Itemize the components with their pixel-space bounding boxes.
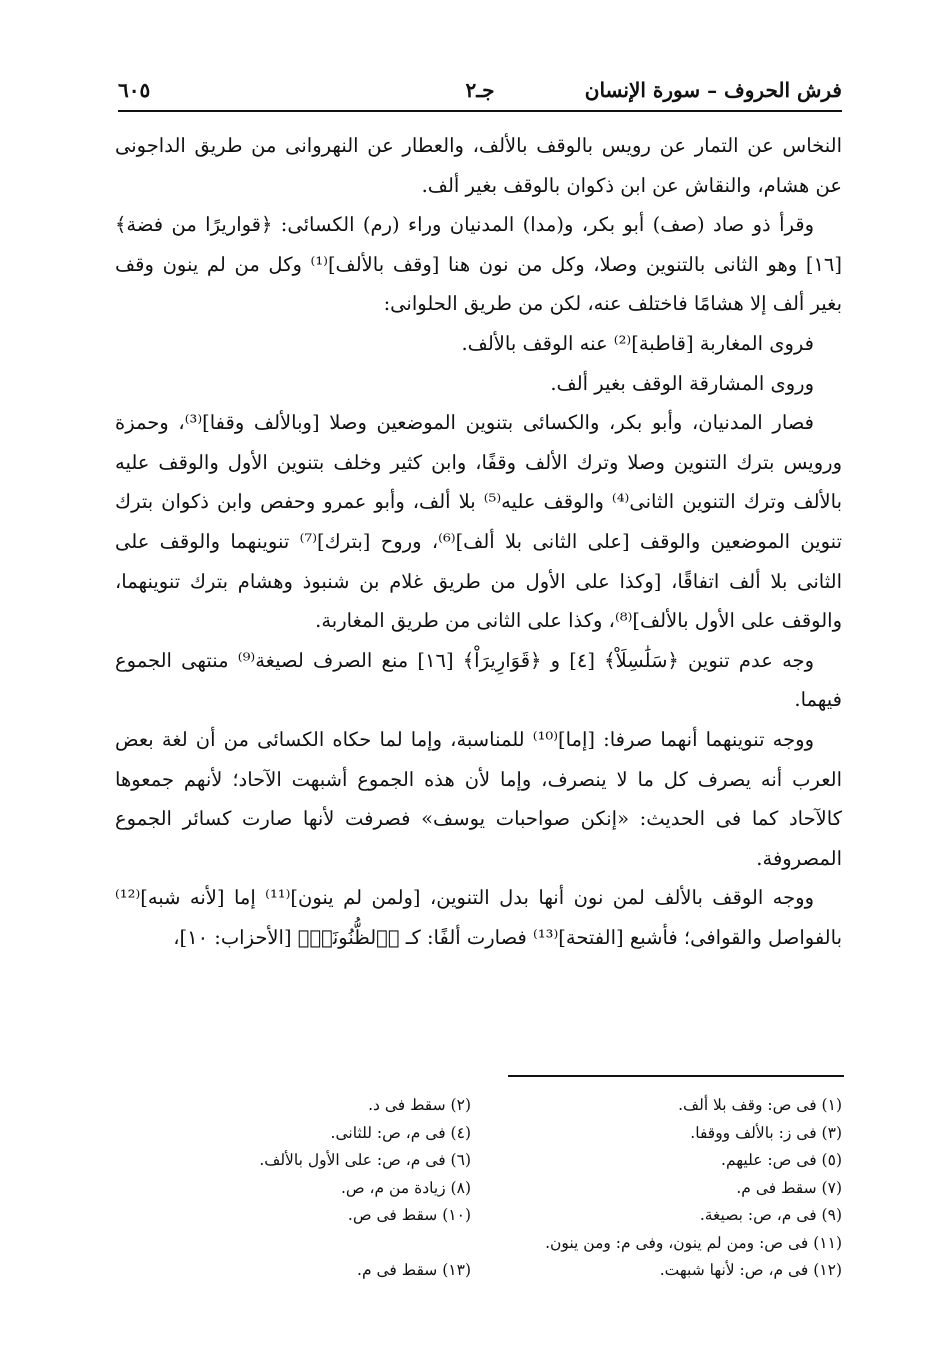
footnote-2: (٢) سقط فى د.	[368, 1096, 471, 1114]
footnote-5: (٥) فى ص: عليهم.	[721, 1151, 842, 1169]
paragraph-5: فصار المدنيان، وأبو بكر، والكسائى بتنوين الموضعين وصلا [وبالألف وقفا]⁽³⁾، وحمزة ورويس بترك التنوين وصلا وترك الألف وقفًا، وابن كثير وخلف بتنوين الأول والوقف عليه بالألف وترك التنوين الثانى⁽⁴⁾ والوقف عليه⁽⁵⁾ بلا ألف، وأبو عمرو وحفص وابن ذكوان بترك تنوين الموضعين والوقف [على الثانى بلا ألف]⁽⁶⁾، وروح [بترك]⁽⁷⁾ تنوينهما والوقف على الثانى بلا ألف اتفاقًا، [وكذا على الأول من طريق غلام بن شنبوذ وهشام بترك تنوينهما، والوقف على الأول بالألف]⁽⁸⁾، وكذا على الثانى من طريق المغاربة.	[115, 411, 843, 633]
footnote-divider	[508, 1075, 844, 1077]
running-title: فرش الحروف – سورة الإنسان	[584, 78, 842, 102]
paragraph-8: ووجه الوقف بالألف لمن نون أنها بدل التنوين، [ولمن لم ينون]⁽¹¹⁾ إما [لأنه شبه]⁽¹²⁾ بالفواصل والقوافى؛ فأشبع [الفتحة]⁽¹³⁾ فصارت ألفًا: كـ ﴿ٱلظُّنُونَا۠﴾ [الأحزاب: ١٠]،	[115, 886, 842, 949]
footnote-row	[110, 1120, 842, 1148]
footnote-8: (٨) زيادة من م، ص.	[340, 1178, 471, 1197]
footnote-9: (٩) فى م، ص: بصيغة.	[699, 1206, 842, 1224]
footnote-3: (٣) فى ز: بالألف ووقفا.	[690, 1123, 842, 1142]
footnote-1: (١) فى ص: وقف بلا ألف.	[678, 1096, 842, 1114]
paragraph-4: وروى المشارقة الوقف بغير ألف.	[550, 371, 814, 395]
footnote-7: (٧) سقط فى م.	[736, 1178, 842, 1197]
footnote-row	[110, 1175, 842, 1203]
footnote-11: (١١) فى ص: ومن لم ينون، وفى م: ومن ينون.	[545, 1233, 842, 1252]
footnote-row	[110, 1092, 842, 1120]
paragraph-7: ووجه تنوينهما أنهما صرفا: [إما]⁽¹⁰⁾ للمناسبة، وإما لما حكاه الكسائى من أن لغة بعض العرب أنه يصرف كل ما لا ينصرف، وإما لأن هذه الجموع أشبهت الآحاد؛ لأنهم جمعوها كالآحاد كما فى الحديث: «إنكن صواحبات يوسف» فصرفت لأنها صارت كسائر الجموع المصروفة.	[115, 727, 842, 870]
footnotes	[110, 1092, 842, 1285]
paragraph-2: وقرأ ذو صاد (صف) أبو بكر، و(مدا) المدنيان وراء (رم) الكسائى: ﴿قواريرًا من فضة﴾ [١٦] وهو الثانى بالتنوين وصلا، وكل من نون هنا [وقف بالألف]⁽¹⁾ وكل من لم ينون وقف بغير ألف إلا هشامًا فاختلف عنه، لكن من طريق الحلوانى:	[115, 213, 842, 316]
footnote-row	[110, 1202, 842, 1230]
footnote-row	[110, 1147, 842, 1175]
footnote-10: (١٠) سقط فى ص.	[347, 1206, 471, 1224]
footnote-13: (١٣) سقط فى م.	[357, 1261, 471, 1279]
main-text	[115, 126, 842, 957]
footnote-row	[110, 1230, 842, 1258]
paragraph-6: وجه عدم تنوين ﴿سَلَٰسِلَاْ﴾ [٤] و ﴿قَوَارِيرَاْ﴾ [١٦] منع الصرف لصيغة⁽⁹⁾ منتهى الجموع فيهما.	[115, 648, 842, 712]
paragraph-1: النخاس عن التمار عن رويس بالوقف بالألف، والعطار عن النهروانى من طريق الداجونى عن هشام، والنقاش عن ابن ذكوان بالوقف بغير ألف.	[115, 134, 842, 197]
page-number: ٦٠٥	[118, 78, 151, 102]
footnote-12: (١٢) فى م، ص: لأنها شبهت.	[659, 1261, 842, 1279]
footnote-row	[110, 1257, 842, 1285]
page-header	[118, 72, 842, 112]
footnote-4: (٤) فى م، ص: للثانى.	[330, 1123, 471, 1142]
footnote-6: (٦) فى م، ص: على الأول بالألف.	[259, 1151, 471, 1169]
volume-number: جـ٢	[465, 78, 495, 102]
paragraph-3: فروى المغاربة [قاطبة]⁽²⁾ عنه الوقف بالألف.	[461, 331, 814, 355]
